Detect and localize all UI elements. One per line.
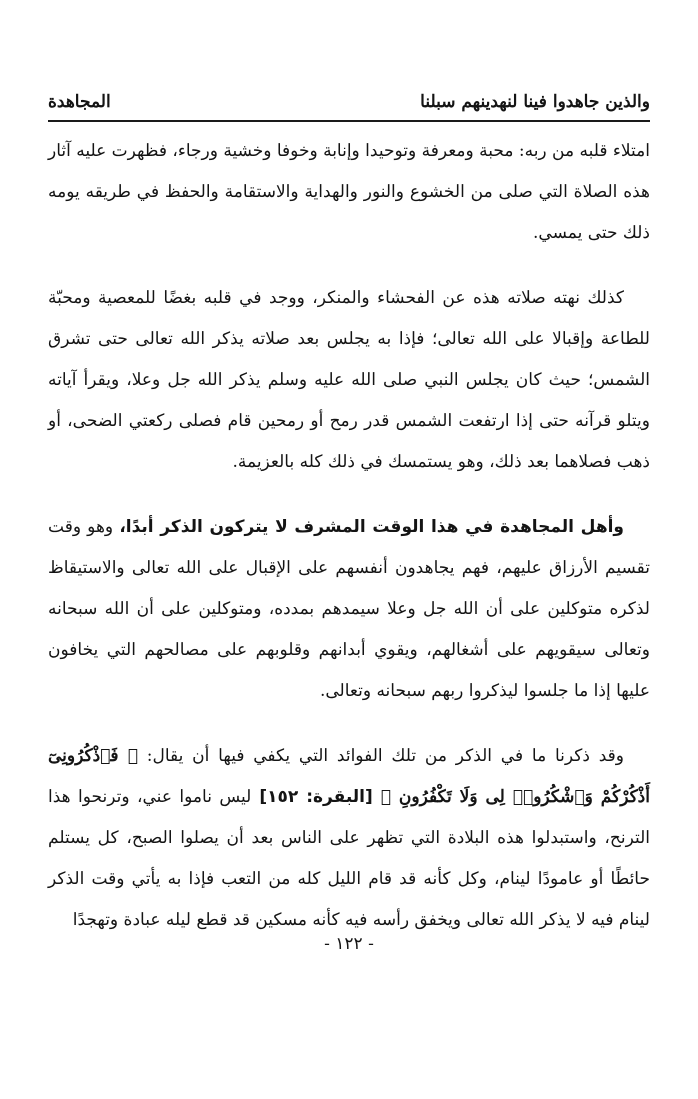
paragraph-3	[48, 507, 650, 713]
quran-verse: ﴿ فَٱذْكُرُونِىٓ أَذْكُرْكُمْ وَٱشْكُرُوا۟ لِى وَلَا تَكْفُرُونِ ﴾	[48, 745, 650, 807]
paragraph-4-rest: ليس ناموا عني، وترنحوا هذا الترنح، واستبدلوا هذه البلادة التي تظهر على الناس بعد أن يصلوا الصبح، كل يستلم حائطًا أو عامودًا لينام، وكل كأنه قد قام الليل كله من التعب فإذا به يأتي وقت الذكر لينام فيه لا يذكر الله تعالى ويخفق رأسه فيه كأنه مسكين قد قطع ليله عبادة وتهجدًا	[48, 786, 650, 931]
page-number: - ١٢٢ -	[324, 934, 374, 954]
paragraph-1: امتلاء قلبه من ربه: محبة ومعرفة وتوحيدا وإنابة وخوفا وخشية ورجاء، فظهرت عليه آثار هذه الصلاة التي صلى من الخشوع والنور والهداية والاستقامة والحفظ في طريقه يومه ذلك حتى يمسي.	[47, 141, 650, 244]
paragraph-3-rest: وهو وقت تقسيم الأرزاق عليهم، فهم يجاهدون أنفسهم على الإقبال على الله تعالى والاستيقاظ لذكره متوكلين على أن الله جل وعلا سيمدهم بمدده، ومتوكلين على أن الله سبحانه وتعالى سيقويهم على أشغالهم، ويقوي أبدانهم وقلوبهم على مصالحهم التي يخافون عليها إذا ما جلسوا ليذكروا ربهم سبحانه وتعالى.	[48, 516, 650, 702]
body-text	[48, 131, 650, 942]
header-rule	[48, 120, 650, 122]
header-chapter-title: المجاهدة	[48, 92, 111, 112]
paragraph-3-bold-lead: وأهل المجاهدة في هذا الوقت المشرف لا يتركون الذكر أبدًا،	[119, 516, 625, 537]
paragraph-2: كذلك نهته صلاته هذه عن الفحشاء والمنكر، ووجد في قلبه بغضًا للمعصية ومحبّة للطاعة وإقبالا على الله تعالى؛ فإذا به يجلس بعد صلاته يذكر الله تعالى حتى تشرق الشمس؛ حيث كان يجلس النبي صلى الله عليه وسلم يذكر الله جل وعلا، ويقرأ آياته ويتلو قرآنه حتى إذا ارتفعت الشمس قدر رمح أو رمحين قام فصلى ركعتي الضحى، أو ذهب فصلاهما بعد ذلك، وهو يستمسك في ذلك كله بالعزيمة.	[48, 287, 650, 473]
paragraph-4-intro: وقد ذكرنا ما في الذكر من تلك الفوائد التي يكفي فيها أن يقال:	[138, 745, 624, 766]
running-header	[48, 82, 650, 112]
verse-reference: [البقرة: ١٥٢]	[251, 786, 381, 807]
header-book-title: والذين جاهدوا فينا لنهدينهم سبلنا	[420, 92, 650, 112]
paragraph-4	[48, 736, 650, 942]
